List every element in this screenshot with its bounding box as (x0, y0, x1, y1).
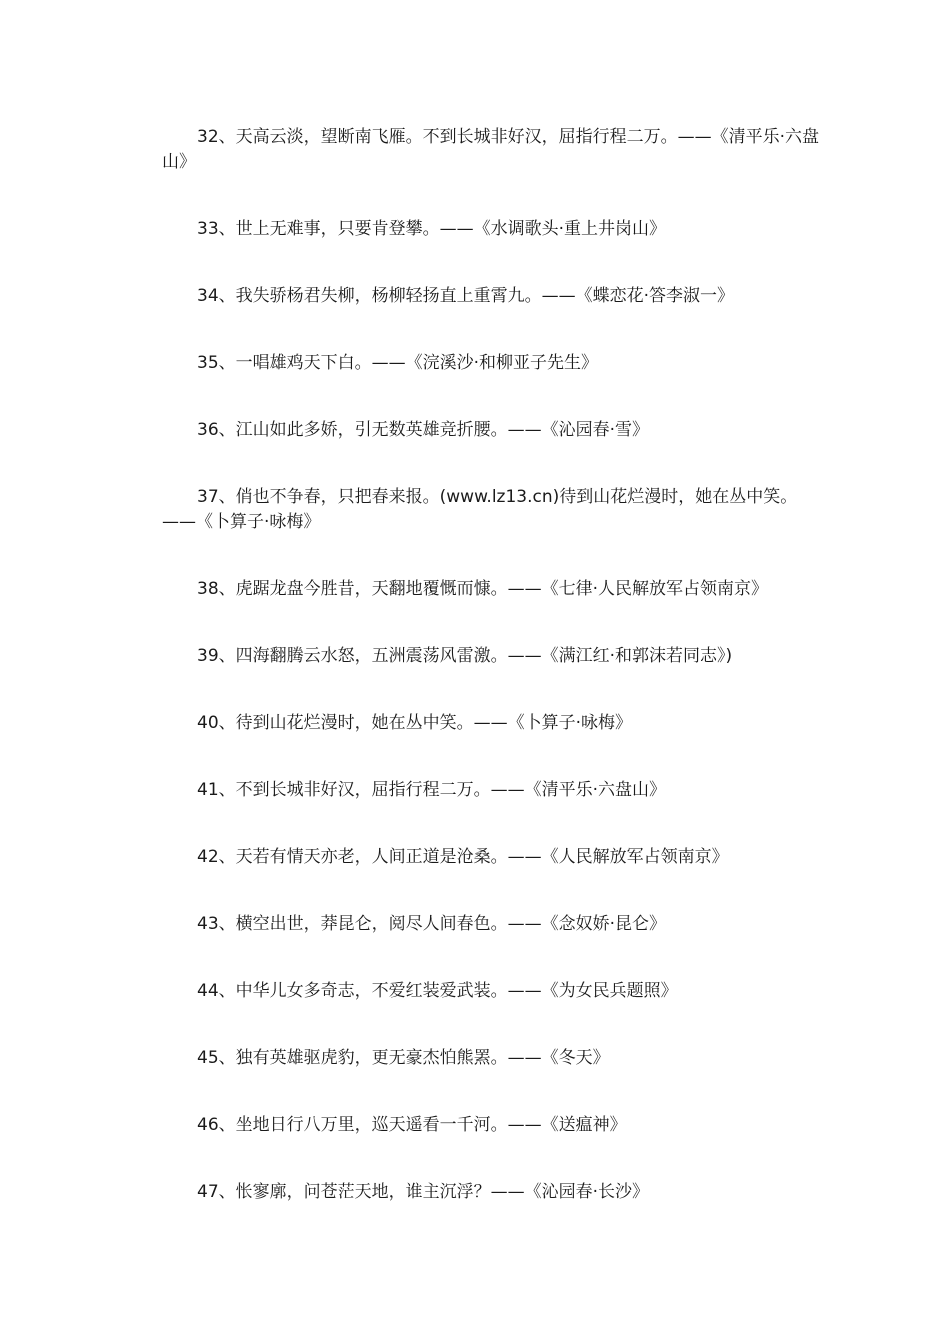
quote-item-38: 38、虎踞龙盘今胜昔，天翻地覆慨而慷。——《七律·人民解放军占领南京》 (197, 579, 769, 599)
quote-item-33: 33、世上无难事，只要肯登攀。——《水调歌头·重上井岗山》 (197, 219, 667, 239)
quote-item-43: 43、横空出世，莽昆仑，阅尽人间春色。——《念奴娇·昆仑》 (197, 914, 667, 934)
quote-item-46: 46、坐地日行八万里，巡天遥看一千河。——《送瘟神》 (197, 1115, 627, 1135)
quote-item-45: 45、独有英雄驱虎豹，更无豪杰怕熊罴。——《冬天》 (197, 1048, 610, 1068)
quote-item-34: 34、我失骄杨君失柳，杨柳轻扬直上重霄九。——《蝶恋花·答李淑一》 (197, 286, 735, 306)
quote-item-35: 35、一唱雄鸡天下白。——《浣溪沙·和柳亚子先生》 (197, 353, 599, 373)
quote-item-37: 37、俏也不争春，只把春来报。(www.lz13.cn)待到山花烂漫时，她在丛中笑。——《卜算子·咏梅》 (162, 487, 798, 532)
quote-item-42: 42、天若有情天亦老，人间正道是沧桑。——《人民解放军占领南京》 (197, 847, 729, 867)
quote-item-40: 40、待到山花烂漫时，她在丛中笑。——《卜算子·咏梅》 (197, 713, 633, 733)
quote-item-47: 47、怅寥廓，问苍茫天地，谁主沉浮？——《沁园春·长沙》 (197, 1182, 650, 1202)
quote-item-36: 36、江山如此多娇，引无数英雄竞折腰。——《沁园春·雪》 (197, 420, 650, 440)
quote-list (162, 125, 822, 1247)
quote-item-44: 44、中华儿女多奇志，不爱红装爱武装。——《为女民兵题照》 (197, 981, 678, 1001)
quote-item-39: 39、四海翻腾云水怒，五洲震荡风雷激。——《满江红·和郭沫若同志》) (197, 646, 733, 666)
quote-item-41: 41、不到长城非好汉，屈指行程二万。——《清平乐·六盘山》 (197, 780, 667, 800)
quote-item-32: 32、天高云淡，望断南飞雁。不到长城非好汉，屈指行程二万。——《清平乐·六盘山》 (162, 127, 820, 172)
